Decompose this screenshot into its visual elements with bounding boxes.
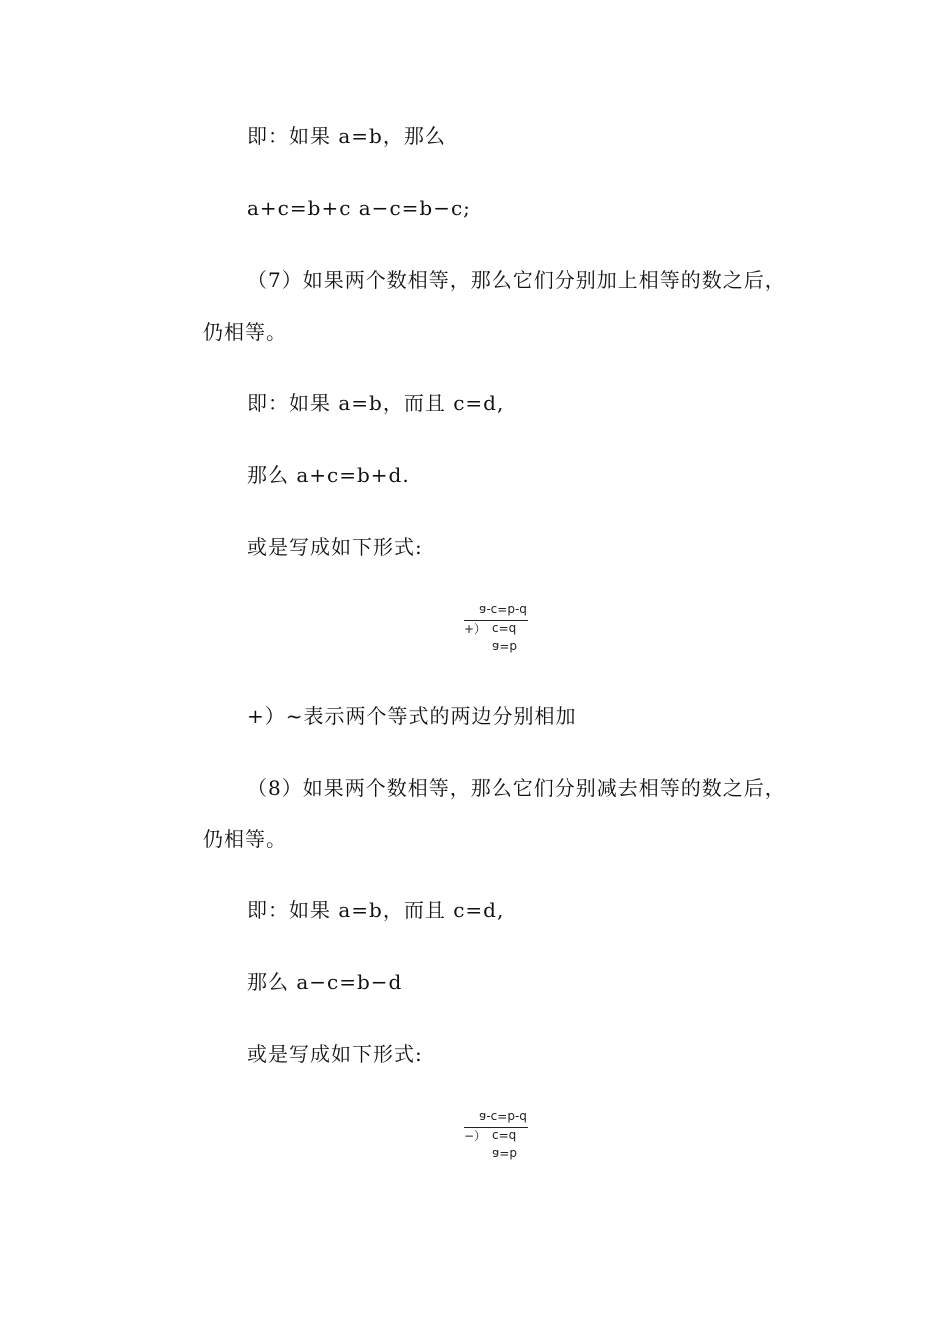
stack-top-row: a-c=b-d [479, 603, 527, 617]
paragraph-7-continuation: 仍相等。 [203, 320, 287, 344]
stack-rule [464, 1127, 528, 1128]
stack-operator: −） [464, 1129, 487, 1143]
stack-bottom-row: a=b [492, 1147, 518, 1161]
paragraph-8-first-line: （8）如果两个数相等，那么它们分别减去相等的数之后， [247, 776, 786, 800]
stack-rule [464, 620, 528, 621]
text-line: 即：如果 a=b，而且 c=d, [247, 898, 505, 922]
paragraph-8-continuation: 仍相等。 [203, 827, 287, 851]
text-line: 或是写成如下形式: [247, 1042, 423, 1066]
text-line: 那么 a−c=b−d [247, 970, 403, 994]
text-line: 即：如果 a=b，而且 c=d, [247, 391, 505, 415]
text-line: a+c=b+c a−c=b−c; [247, 196, 471, 220]
stack-bottom-row: a=b [492, 640, 518, 654]
stack-middle-row: c=d [492, 1129, 517, 1143]
equation-stack-add [462, 603, 552, 659]
stack-top-row: a-c=b-d [479, 1110, 527, 1124]
text-line: 那么 a+c=b+d. [247, 463, 410, 487]
text-line: +）~表示两个等式的两边分别相加 [247, 704, 577, 728]
stack-middle-row: c=d [492, 622, 517, 636]
text-line: 即：如果 a=b，那么 [247, 124, 446, 148]
paragraph-7-first-line: （7）如果两个数相等，那么它们分别加上相等的数之后， [247, 268, 786, 292]
stack-operator: +） [464, 622, 487, 636]
equation-stack-subtract [462, 1110, 552, 1166]
text-line: 或是写成如下形式: [247, 535, 423, 559]
